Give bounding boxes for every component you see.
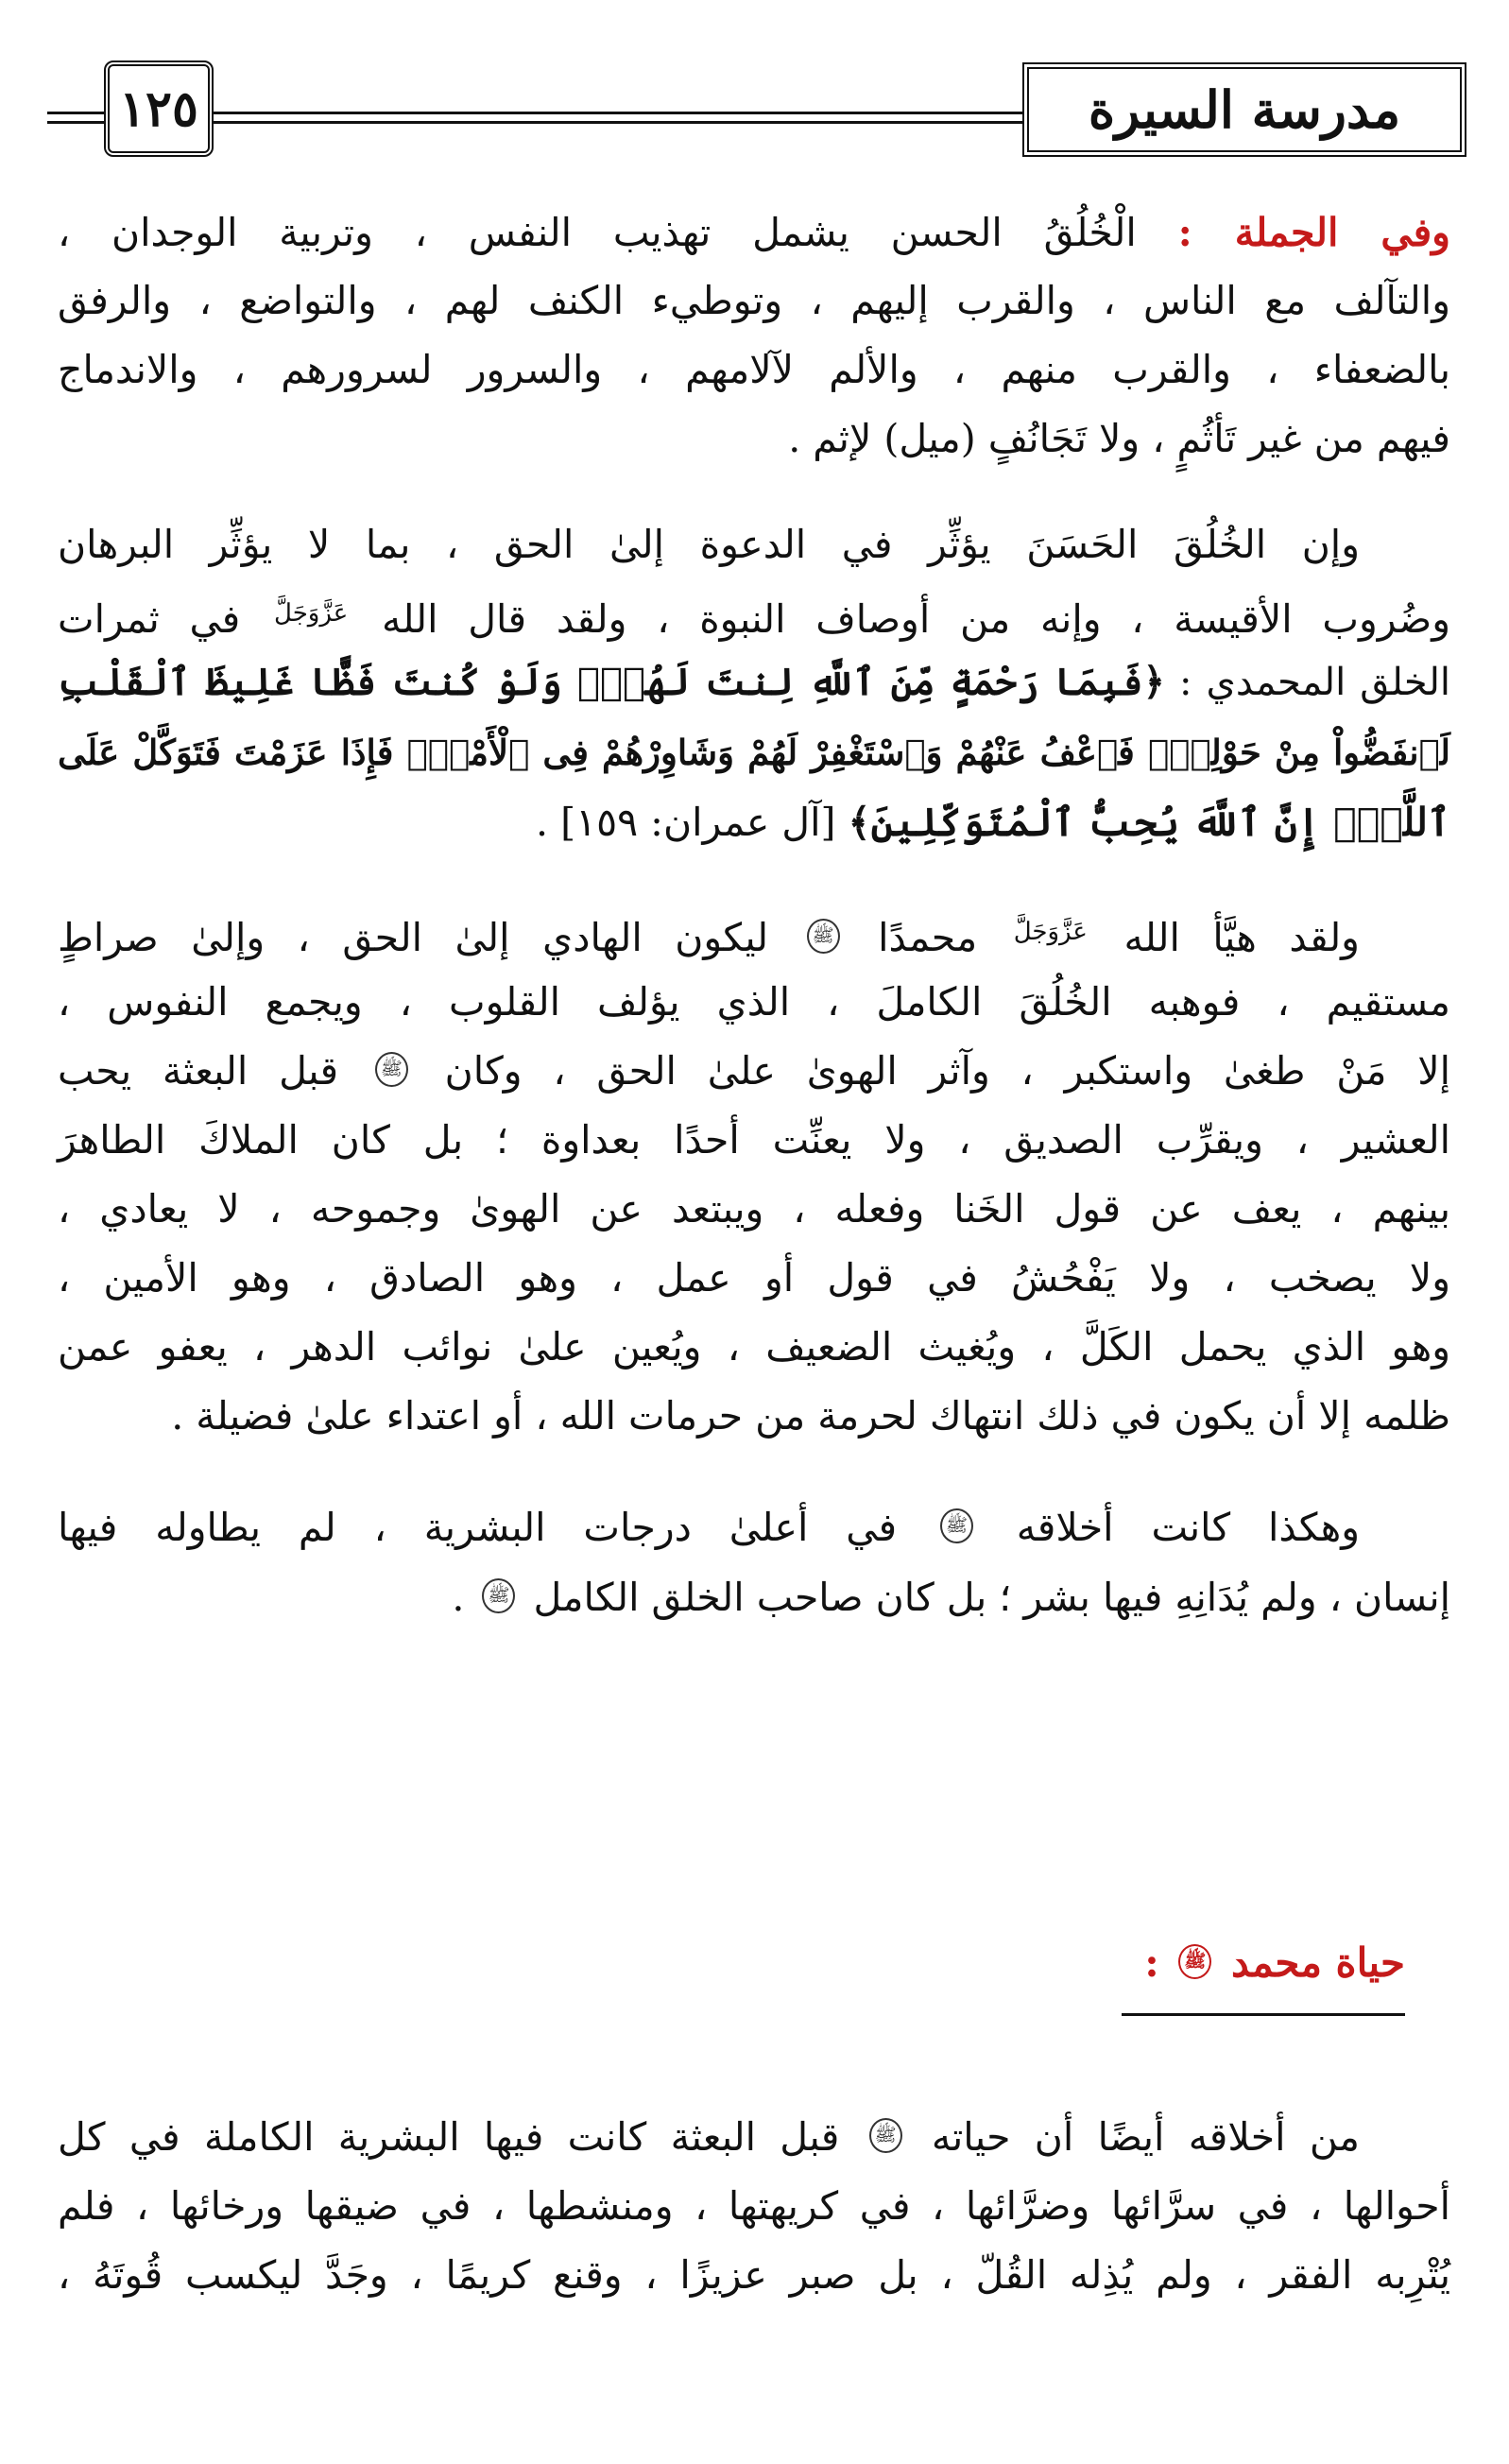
section-heading-rule [1122,2013,1405,2016]
p1-line-3: بالضعفاء ، والقرب منهم ، والألم لآلامهم ، والسرور لسرورهم ، والاندماج [58,347,1450,392]
p3-line-4: العشير ، ويقرِّب الصديق ، ولا يعنِّت أحدًا بعداوة ؛ بل كان الملاكَ الطاهرَ [58,1117,1450,1163]
p4-line-1 [58,1493,1450,1561]
p2-text: وضُروب الأقيسة ، وإنه من أوصاف النبوة ، ولقد قال الله [382,596,1450,642]
p4-text: في أعلىٰ درجات البشرية ، لم يطاوله فيها [58,1505,898,1550]
p5-line-1 [58,2103,1450,2171]
running-head-title: مدرسة السيرة [1022,62,1466,157]
page-number: ١٢٥ [104,60,214,157]
p2-line-1: وإن الخُلُقَ الحَسَنَ يؤثِّر في الدعوة إلىٰ الحق ، بما لا يؤثِّر البرهان [58,522,1360,567]
salutation-glyph: ﷺ [807,919,840,954]
p1-line-4: فيهم من غير تَأثُمٍ ، ولا تَجَانُفٍ (ميل) لإثم . [788,416,1450,461]
p3-line-5: بينهم ، يعف عن قول الخَنا وفعله ، ويبتعد عن الهوىٰ وجموحه ، لا يعادي ، [58,1186,1450,1232]
salutation-glyph: ﷺ [482,1578,515,1613]
p4-text: إنسان ، ولم يُدَانِهِ فيها بشر ؛ بل كان صاحب الخلق الكامل [533,1575,1450,1620]
p2-text: الخلق المحمدي : [1179,661,1450,704]
paragraph-label: وفي الجملة : [1177,210,1450,255]
azza-wajal-glyph: عَزَّوَجَلَّ [274,599,349,628]
section-heading-text: حياة محمد [1231,1939,1405,1986]
p4-line-2 [58,1563,1450,1631]
p3-line-3 [58,1037,1450,1105]
p5-line-2: أحوالها ، في سرَّائها وضرَّائها ، في كريهتها ، ومنشطها ، في ضيقها ورخائها ، فلم [58,2183,1450,2229]
p1-line-2: والتآلف مع الناس ، والقرب إليهم ، وتوطيء الكنف لهم ، والتواضع ، والرفق [58,278,1450,323]
p3-line-7: وهو الذي يحمل الكَلَّ ، ويُغيث الضعيف ، ويُعين علىٰ نوائب الدهر ، يعفو عمن [58,1324,1450,1370]
salutation-glyph: ﷺ [940,1508,973,1543]
p2-line-3 [58,648,1450,716]
p3-text: إلا مَنْ طغىٰ واستكبر ، وآثر الهوىٰ علىٰ الحق ، وكان [444,1048,1450,1094]
p1-line-1 [58,198,1450,267]
p2-text: في ثمرات [58,596,241,642]
salutation-glyph: ﷺ [869,2118,902,2153]
p3-text: ليكون الهادي إلىٰ الحق ، وإلىٰ صراطٍ [58,915,769,960]
p2-line-2 [58,579,1450,653]
p5-line-3: يُتْرِبه الفقر ، ولم يُذِله القُلّ ، بل صبر عزيزًا ، وقنع كريمًا ، وجَدَّ ليكسب قُوتَهُ ، [58,2252,1450,2298]
p4-text: . [452,1575,465,1620]
quran-verse: ﴿فَبِمَا رَحْمَةٍ مِّنَ ٱللَّهِ لِنتَ لَهُمْۖ وَلَوْ كُنتَ فَظًّا غَلِيظَ ٱلْقَلْبِ [58,660,1165,704]
p4-text: وهكذا كانت أخلاقه [1016,1505,1360,1550]
p3-text: محمدًا [878,915,978,960]
p3-text: قبل البعثة يحب [58,1048,339,1094]
azza-wajal-glyph: عَزَّوَجَلَّ [1013,918,1088,946]
p2-line-5 [58,788,1450,856]
verse-reference: [آل عمران: ١٥٩] . [536,800,836,845]
p3-line-6: ولا يصخب ، ولا يَفْحُشُ في قول أو عمل ، وهو الصادق ، وهو الأمين ، [58,1255,1450,1301]
salutation-glyph: ﷺ [375,1052,408,1087]
p3-line-2: مستقيم ، فوهبه الخُلُقَ الكاملَ ، الذي يؤلف القلوب ، ويجمع النفوس ، [58,979,1450,1025]
p3-line-8: ظلمه إلا أن يكون في ذلك انتهاك لحرمة من حرمات الله ، أو اعتداء علىٰ فضيلة . [171,1393,1450,1439]
p5-text: قبل البعثة كانت فيها البشرية الكاملة في كل [58,2114,840,2160]
salutation-glyph: ﷺ [1178,1944,1211,1979]
p3-line-1 [58,898,1450,972]
section-heading-colon: : [1144,1939,1159,1986]
p5-text: من أخلاقه أيضًا أن حياته [931,2114,1360,2160]
quran-verse-line-2: لَٱنفَضُّواْ مِنْ حَوْلِكَۖ فَٱعْفُ عَنْهُمْ وَٱسْتَغْفِرْ لَهُمْ وَشَاوِرْهُمْ فِى ٱلْأَمْرِۖ فَإِذَا عَزَمْتَ فَتَوَكَّلْ عَلَى [58,732,1450,773]
quran-verse: ٱللَّهِۚ إِنَّ ٱللَّهَ يُحِبُّ ٱلْمُتَوَكِّلِينَ﴾ [848,800,1450,845]
section-heading [1144,1939,1405,1986]
p3-text: ولقد هيَّأ الله [1123,915,1360,960]
p1-text: الْخُلُقُ الحسن يشمل تهذيب النفس ، وتربية الوجدان ، [58,210,1137,255]
